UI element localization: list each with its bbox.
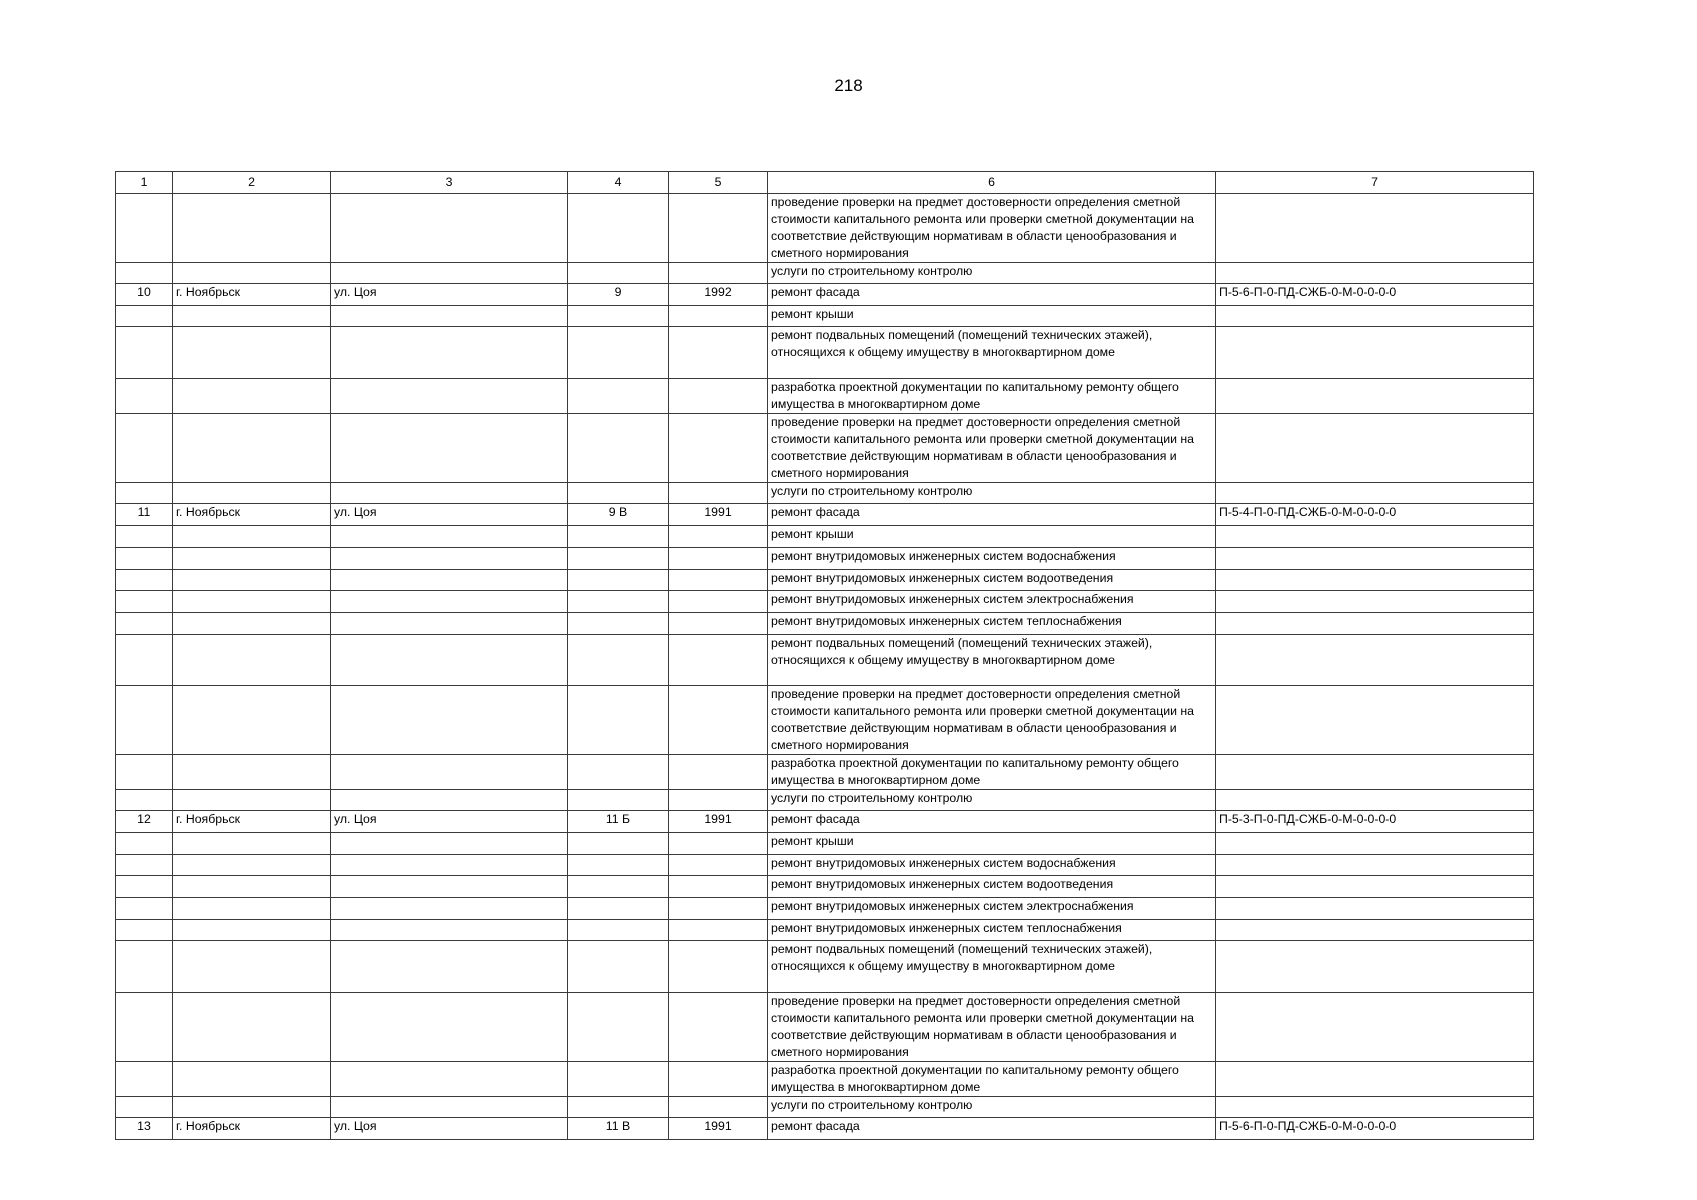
cell-work-type: ремонт фасада xyxy=(768,1118,1216,1140)
cell-work-type: ремонт подвальных помещений (помещений технических этажей), относящихся к общему имуществу в многоквартирном доме xyxy=(768,327,1216,379)
works-table xyxy=(115,171,1534,1140)
header-col-6: 6 xyxy=(768,172,1216,194)
cell-row-number: 13 xyxy=(116,1118,173,1140)
cell-city xyxy=(173,613,331,635)
cell-code xyxy=(1216,327,1534,379)
cell-year xyxy=(669,790,768,811)
cell-house-number xyxy=(568,1062,669,1097)
cell-house-number xyxy=(568,414,669,483)
cell-code xyxy=(1216,1062,1534,1097)
cell-work-type: услуги по строительному контролю xyxy=(768,1097,1216,1118)
cell-city xyxy=(173,790,331,811)
cell-work-type: ремонт крыши xyxy=(768,526,1216,548)
cell-year xyxy=(669,755,768,790)
cell-work-type: услуги по строительному контролю xyxy=(768,263,1216,284)
cell-city xyxy=(173,570,331,591)
cell-row-number xyxy=(116,1097,173,1118)
cell-row-number xyxy=(116,755,173,790)
cell-row-number xyxy=(116,591,173,613)
cell-city: г. Ноябрьск xyxy=(173,284,331,306)
cell-street xyxy=(331,686,568,755)
header-col-3: 3 xyxy=(331,172,568,194)
cell-work-type: проведение проверки на предмет достоверности определения сметной стоимости капитального ремонта или проверки сметной документации на соответствие действующим нормативам в области ценообразования и сметного нормирования xyxy=(768,194,1216,263)
table-row xyxy=(116,591,1534,613)
cell-year xyxy=(669,327,768,379)
cell-code: П-5-6-П-0-ПД-СЖБ-0-М-0-0-0-0 xyxy=(1216,1118,1534,1140)
cell-work-type: разработка проектной документации по капитальному ремонту общего имущества в многоквартирном доме xyxy=(768,755,1216,790)
cell-row-number xyxy=(116,790,173,811)
table-row xyxy=(116,1118,1534,1140)
cell-work-type: ремонт внутридомовых инженерных систем водоотведения xyxy=(768,876,1216,898)
cell-row-number xyxy=(116,855,173,876)
cell-city xyxy=(173,194,331,263)
table-row xyxy=(116,613,1534,635)
cell-row-number: 10 xyxy=(116,284,173,306)
cell-code xyxy=(1216,790,1534,811)
cell-city xyxy=(173,526,331,548)
cell-city xyxy=(173,993,331,1062)
cell-house-number xyxy=(568,327,669,379)
cell-year xyxy=(669,414,768,483)
table-row xyxy=(116,993,1534,1062)
cell-street xyxy=(331,790,568,811)
cell-code xyxy=(1216,833,1534,855)
cell-house-number xyxy=(568,993,669,1062)
cell-year xyxy=(669,920,768,941)
cell-code: П-5-4-П-0-ПД-СЖБ-0-М-0-0-0-0 xyxy=(1216,504,1534,526)
cell-house-number xyxy=(568,483,669,504)
cell-code xyxy=(1216,613,1534,635)
cell-code xyxy=(1216,898,1534,920)
cell-year: 1992 xyxy=(669,284,768,306)
table-body xyxy=(116,194,1534,1140)
cell-row-number xyxy=(116,920,173,941)
cell-code xyxy=(1216,570,1534,591)
cell-city xyxy=(173,686,331,755)
cell-street xyxy=(331,855,568,876)
cell-work-type: ремонт подвальных помещений (помещений технических этажей), относящихся к общему имуществу в многоквартирном доме xyxy=(768,941,1216,993)
cell-year xyxy=(669,483,768,504)
cell-year: 1991 xyxy=(669,504,768,526)
cell-house-number: 11 В xyxy=(568,1118,669,1140)
cell-year xyxy=(669,833,768,855)
cell-street xyxy=(331,526,568,548)
cell-row-number xyxy=(116,526,173,548)
cell-city xyxy=(173,379,331,414)
cell-work-type: ремонт фасада xyxy=(768,504,1216,526)
cell-city xyxy=(173,833,331,855)
cell-city xyxy=(173,1062,331,1097)
cell-street: ул. Цоя xyxy=(331,504,568,526)
cell-work-type: проведение проверки на предмет достоверности определения сметной стоимости капитального ремонта или проверки сметной документации на соответствие действующим нормативам в области ценообразования и сметного нормирования xyxy=(768,686,1216,755)
cell-street xyxy=(331,1097,568,1118)
cell-row-number xyxy=(116,613,173,635)
cell-street xyxy=(331,570,568,591)
cell-house-number xyxy=(568,194,669,263)
cell-street xyxy=(331,755,568,790)
cell-street xyxy=(331,194,568,263)
cell-house-number xyxy=(568,686,669,755)
cell-house-number xyxy=(568,570,669,591)
cell-house-number xyxy=(568,755,669,790)
cell-year xyxy=(669,548,768,570)
cell-code: П-5-3-П-0-ПД-СЖБ-0-М-0-0-0-0 xyxy=(1216,811,1534,833)
table-row xyxy=(116,898,1534,920)
cell-street xyxy=(331,876,568,898)
cell-street: ул. Цоя xyxy=(331,284,568,306)
cell-city xyxy=(173,483,331,504)
table-row xyxy=(116,306,1534,327)
cell-house-number xyxy=(568,920,669,941)
cell-work-type: ремонт внутридомовых инженерных систем электроснабжения xyxy=(768,898,1216,920)
cell-house-number xyxy=(568,855,669,876)
cell-city xyxy=(173,327,331,379)
cell-code xyxy=(1216,548,1534,570)
cell-house-number xyxy=(568,526,669,548)
cell-year xyxy=(669,1097,768,1118)
header-col-1: 1 xyxy=(116,172,173,194)
cell-year: 1991 xyxy=(669,811,768,833)
cell-code xyxy=(1216,941,1534,993)
cell-street xyxy=(331,414,568,483)
cell-work-type: ремонт внутридомовых инженерных систем водоотведения xyxy=(768,570,1216,591)
header-row xyxy=(116,172,1534,194)
cell-work-type: ремонт фасада xyxy=(768,284,1216,306)
cell-year xyxy=(669,613,768,635)
cell-year xyxy=(669,941,768,993)
cell-street xyxy=(331,613,568,635)
cell-code xyxy=(1216,855,1534,876)
cell-house-number xyxy=(568,306,669,327)
cell-year xyxy=(669,570,768,591)
cell-code xyxy=(1216,686,1534,755)
cell-work-type: ремонт фасада xyxy=(768,811,1216,833)
cell-year xyxy=(669,635,768,686)
cell-street xyxy=(331,263,568,284)
cell-street xyxy=(331,548,568,570)
cell-year xyxy=(669,263,768,284)
table-row xyxy=(116,635,1534,686)
cell-year xyxy=(669,1062,768,1097)
cell-year xyxy=(669,306,768,327)
table-row xyxy=(116,570,1534,591)
cell-city xyxy=(173,591,331,613)
cell-work-type: ремонт внутридомовых инженерных систем водоснабжения xyxy=(768,855,1216,876)
table-row xyxy=(116,379,1534,414)
cell-row-number xyxy=(116,194,173,263)
cell-street: ул. Цоя xyxy=(331,1118,568,1140)
cell-row-number xyxy=(116,876,173,898)
cell-year xyxy=(669,993,768,1062)
cell-street xyxy=(331,483,568,504)
cell-work-type: разработка проектной документации по капитальному ремонту общего имущества в многоквартирном доме xyxy=(768,1062,1216,1097)
cell-city xyxy=(173,1097,331,1118)
cell-code xyxy=(1216,483,1534,504)
cell-house-number xyxy=(568,635,669,686)
cell-code xyxy=(1216,635,1534,686)
table-row xyxy=(116,263,1534,284)
table-row xyxy=(116,327,1534,379)
cell-year: 1991 xyxy=(669,1118,768,1140)
cell-row-number xyxy=(116,833,173,855)
cell-row-number xyxy=(116,414,173,483)
cell-code: П-5-6-П-0-ПД-СЖБ-0-М-0-0-0-0 xyxy=(1216,284,1534,306)
cell-work-type: ремонт внутридомовых инженерных систем электроснабжения xyxy=(768,591,1216,613)
header-col-4: 4 xyxy=(568,172,669,194)
cell-work-type: проведение проверки на предмет достоверности определения сметной стоимости капитального ремонта или проверки сметной документации на соответствие действующим нормативам в области ценообразования и сметного нормирования xyxy=(768,414,1216,483)
cell-city xyxy=(173,876,331,898)
table-row xyxy=(116,483,1534,504)
table-row xyxy=(116,284,1534,306)
cell-house-number xyxy=(568,898,669,920)
cell-house-number xyxy=(568,876,669,898)
table-row xyxy=(116,548,1534,570)
cell-house-number xyxy=(568,790,669,811)
cell-street xyxy=(331,941,568,993)
cell-house-number xyxy=(568,833,669,855)
cell-row-number xyxy=(116,483,173,504)
cell-year xyxy=(669,898,768,920)
cell-street xyxy=(331,920,568,941)
cell-street xyxy=(331,379,568,414)
header-col-2: 2 xyxy=(173,172,331,194)
cell-code xyxy=(1216,414,1534,483)
cell-row-number xyxy=(116,941,173,993)
cell-street xyxy=(331,591,568,613)
cell-city: г. Ноябрьск xyxy=(173,504,331,526)
cell-row-number xyxy=(116,898,173,920)
cell-code xyxy=(1216,755,1534,790)
table-row xyxy=(116,1097,1534,1118)
cell-year xyxy=(669,591,768,613)
cell-city xyxy=(173,548,331,570)
table-row xyxy=(116,920,1534,941)
cell-work-type: разработка проектной документации по капитальному ремонту общего имущества в многоквартирном доме xyxy=(768,379,1216,414)
cell-row-number xyxy=(116,379,173,414)
cell-work-type: ремонт подвальных помещений (помещений технических этажей), относящихся к общему имуществу в многоквартирном доме xyxy=(768,635,1216,686)
table-row xyxy=(116,790,1534,811)
cell-row-number xyxy=(116,263,173,284)
cell-street xyxy=(331,306,568,327)
cell-work-type: ремонт внутридомовых инженерных систем теплоснабжения xyxy=(768,920,1216,941)
cell-work-type: проведение проверки на предмет достоверности определения сметной стоимости капитального ремонта или проверки сметной документации на соответствие действующим нормативам в области ценообразования и сметного нормирования xyxy=(768,993,1216,1062)
cell-city xyxy=(173,306,331,327)
cell-house-number: 9 В xyxy=(568,504,669,526)
cell-work-type: ремонт внутридомовых инженерных систем водоснабжения xyxy=(768,548,1216,570)
cell-street: ул. Цоя xyxy=(331,811,568,833)
table-row xyxy=(116,755,1534,790)
cell-row-number xyxy=(116,993,173,1062)
cell-code xyxy=(1216,993,1534,1062)
header-col-7: 7 xyxy=(1216,172,1534,194)
cell-year xyxy=(669,876,768,898)
cell-street xyxy=(331,635,568,686)
cell-work-type: ремонт крыши xyxy=(768,306,1216,327)
cell-house-number xyxy=(568,548,669,570)
cell-work-type: услуги по строительному контролю xyxy=(768,790,1216,811)
cell-row-number xyxy=(116,1062,173,1097)
cell-city xyxy=(173,635,331,686)
cell-house-number xyxy=(568,613,669,635)
cell-code xyxy=(1216,306,1534,327)
cell-city: г. Ноябрьск xyxy=(173,811,331,833)
cell-street xyxy=(331,1062,568,1097)
cell-row-number: 11 xyxy=(116,504,173,526)
cell-row-number xyxy=(116,306,173,327)
cell-year xyxy=(669,686,768,755)
cell-street xyxy=(331,993,568,1062)
cell-city xyxy=(173,755,331,790)
table-row xyxy=(116,876,1534,898)
table-row xyxy=(116,504,1534,526)
cell-house-number: 9 xyxy=(568,284,669,306)
cell-street xyxy=(331,898,568,920)
cell-row-number xyxy=(116,635,173,686)
table-row xyxy=(116,194,1534,263)
cell-row-number xyxy=(116,327,173,379)
cell-code xyxy=(1216,194,1534,263)
cell-year xyxy=(669,526,768,548)
cell-year xyxy=(669,194,768,263)
page-number: 218 xyxy=(834,76,863,95)
cell-street xyxy=(331,833,568,855)
cell-code xyxy=(1216,591,1534,613)
cell-city xyxy=(173,920,331,941)
cell-house-number xyxy=(568,263,669,284)
table-row xyxy=(116,526,1534,548)
table-row xyxy=(116,686,1534,755)
table-row xyxy=(116,833,1534,855)
cell-street xyxy=(331,327,568,379)
cell-city: г. Ноябрьск xyxy=(173,1118,331,1140)
cell-row-number xyxy=(116,548,173,570)
cell-code xyxy=(1216,1097,1534,1118)
cell-year xyxy=(669,379,768,414)
cell-row-number xyxy=(116,686,173,755)
cell-row-number xyxy=(116,570,173,591)
table-row xyxy=(116,941,1534,993)
cell-work-type: ремонт крыши xyxy=(768,833,1216,855)
header-col-5: 5 xyxy=(669,172,768,194)
cell-year xyxy=(669,855,768,876)
cell-work-type: услуги по строительному контролю xyxy=(768,483,1216,504)
table-row xyxy=(116,855,1534,876)
cell-work-type: ремонт внутридомовых инженерных систем теплоснабжения xyxy=(768,613,1216,635)
cell-house-number xyxy=(568,941,669,993)
table-row xyxy=(116,414,1534,483)
cell-city xyxy=(173,414,331,483)
cell-row-number: 12 xyxy=(116,811,173,833)
cell-code xyxy=(1216,263,1534,284)
cell-code xyxy=(1216,379,1534,414)
cell-city xyxy=(173,941,331,993)
cell-code xyxy=(1216,876,1534,898)
cell-code xyxy=(1216,526,1534,548)
cell-house-number xyxy=(568,379,669,414)
cell-city xyxy=(173,855,331,876)
cell-house-number xyxy=(568,1097,669,1118)
cell-code xyxy=(1216,920,1534,941)
cell-city xyxy=(173,898,331,920)
cell-house-number: 11 Б xyxy=(568,811,669,833)
table-row xyxy=(116,1062,1534,1097)
table-row xyxy=(116,811,1534,833)
cell-city xyxy=(173,263,331,284)
cell-house-number xyxy=(568,591,669,613)
